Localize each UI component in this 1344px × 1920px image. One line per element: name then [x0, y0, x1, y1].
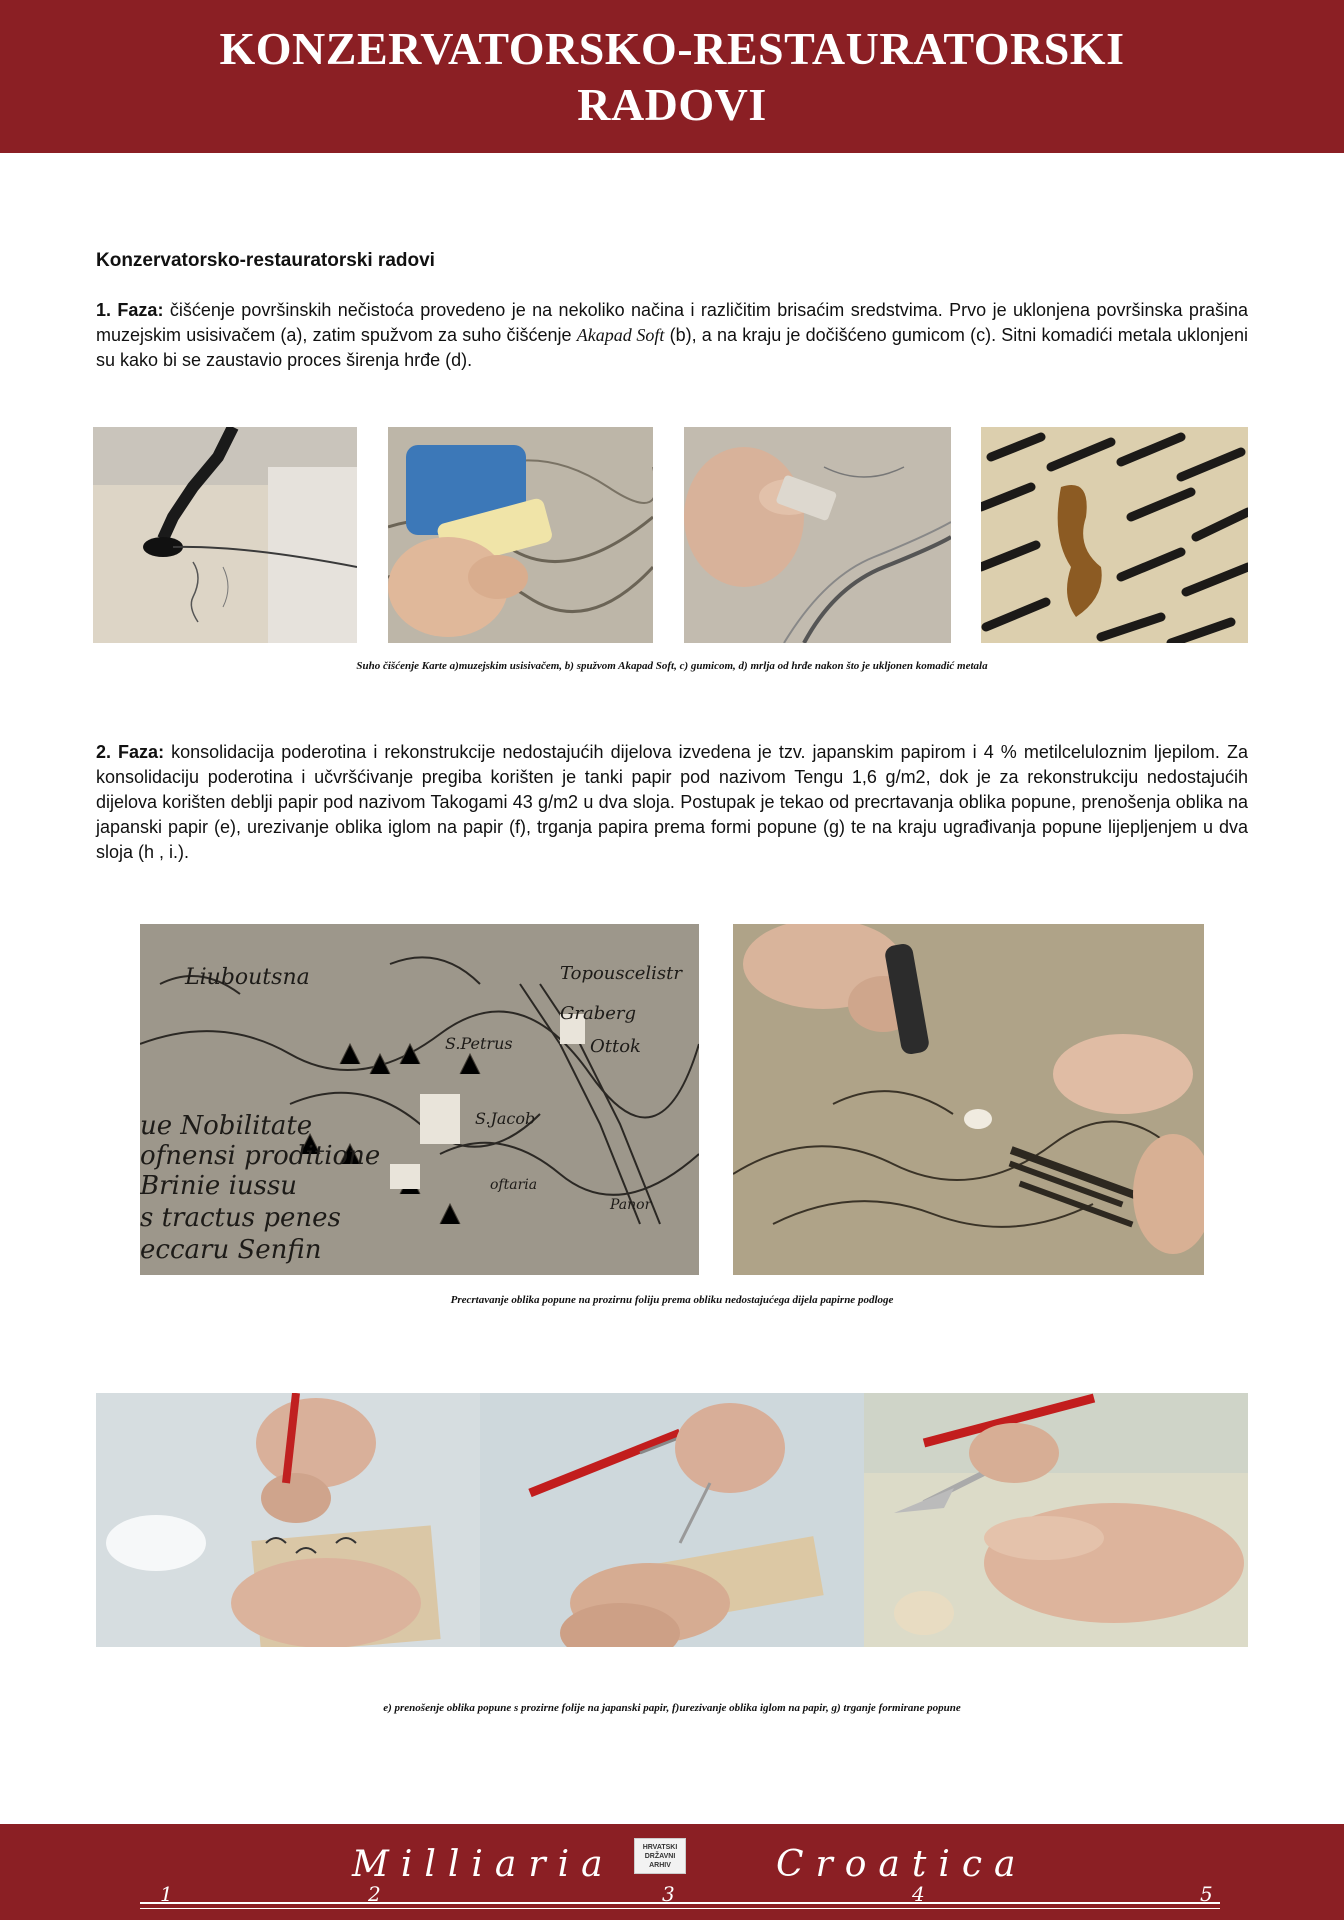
map-label-12: oftaria: [490, 1177, 538, 1193]
map-label-6: S.Jacob: [475, 1109, 536, 1128]
photo-tearing-filling: [864, 1393, 1248, 1647]
caption-row-3: e) prenošenje oblika popune s prozirne folije na japanski papir, f)urezivanje oblika iglom na papir, g) trganje formirane popune: [383, 1702, 961, 1714]
scale-number-4: 4: [912, 1882, 925, 1906]
logo-line-3: ARHIV: [649, 1861, 671, 1869]
caption-row-2: Precrtavanje oblika popune na prozirnu foliju prema obliku nedostajućega dijela papirne podloge: [450, 1294, 894, 1306]
map-label-5: Ottok: [590, 1036, 641, 1057]
footer-word-milliaria: Milliaria: [352, 1844, 615, 1885]
scale-number-1: 1: [160, 1882, 173, 1906]
map-label-7: ue Nobilitate: [140, 1111, 313, 1141]
phase-2-label: 2. Faza:: [96, 742, 165, 762]
page-footer: [0, 1824, 1344, 1920]
photo-rust-stain: [981, 427, 1248, 643]
map-label-2: Topouscelistr: [560, 963, 682, 984]
page-header: [0, 0, 1344, 153]
logo-line-1: HRVATSKI: [642, 1843, 678, 1851]
scale-number-2: 2: [368, 1882, 381, 1906]
scale-number-5: 5: [1200, 1882, 1213, 1906]
map-label-9: Brinie iussu: [140, 1171, 298, 1201]
photo-sponge-cleaning: [388, 427, 653, 643]
phase-2-paragraph: [96, 740, 1248, 865]
phase-1-paragraph: [96, 298, 1248, 373]
map-label-8: ofnensi proditione: [140, 1141, 381, 1171]
phase-1-label: 1. Faza:: [96, 300, 164, 320]
section-title: Konzervatorsko-restauratorski radovi: [96, 250, 435, 271]
mile-scale-bar: [140, 1902, 1220, 1909]
photo-map-detail: [140, 924, 699, 1275]
phase-1-text-b: (b), a na kraju je dočišćeno gumicom (c). Sitni komadići metala uklonjeni su kako bi se zaustavio proces širenja hrđe (d).: [96, 325, 1248, 370]
footer-word-croatica: Croatica: [776, 1844, 1028, 1885]
photo-vacuum-cleaning: [93, 427, 357, 643]
page-title-line-2: RADOVI: [577, 78, 767, 130]
map-label-1: Liuboutsna: [185, 965, 310, 990]
map-label-10: s tractus penes: [140, 1203, 341, 1233]
photo-incising-with-needle: [480, 1393, 864, 1647]
map-label-3: Graberg: [560, 1003, 637, 1024]
photo-transfer-to-japanese-paper: [96, 1393, 480, 1647]
phase-1-text-a: čišćenje površinskih nečistoća provedeno je na nekoliko načina i različitim brisaćim sredstvima. Prvo je uklonjena površinska prašina muzejskim usisivačem (a), zatim spužvom za suho čišćenje: [96, 300, 1248, 345]
logo-line-2: DRŽAVNI: [644, 1852, 676, 1860]
photo-tracing-on-foil: [733, 924, 1204, 1275]
caption-row-1: Suho čišćenje Karte a)muzejskim usisivačem, b) spužvom Akapad Soft, c) gumicom, d) mrlja od hrđe nakon što je ukljonen komadić metala: [356, 660, 988, 672]
page-title-line-1: KONZERVATORSKO-RESTAURATORSKI: [219, 22, 1125, 74]
archive-logo: [634, 1838, 686, 1874]
map-label-13: Panor: [610, 1197, 652, 1213]
scale-number-3: 3: [662, 1882, 675, 1906]
phase-2-text: konsolidacija poderotina i rekonstrukcije nedostajućih dijelova izvedena je tzv. japanskim papirom i 4 % metilceluloznim ljepilom. Za konsolidaciju poderotina i učvršćivanje pregiba korišten je tanki papir pod nazivom Tengu 1,6 g/m2, dok je za rekonstrukciju nedostajućih dijelova korišten deblji papir pod nazivom Takogami 43 g/m2 u dva sloja. Postupak je tekao od precrtavanja oblika popune, prenošenja oblika na japanski papir (e), urezivanje oblika iglom na papir (f), trganja papira prema formi popune (g) te na kraju ugrađivanja popune lijepljenjem u dva sloja (h , i.).: [96, 742, 1248, 862]
photo-eraser-cleaning: [684, 427, 951, 643]
phase-1-product: Akapad Soft: [576, 325, 665, 345]
map-label-4: S.Petrus: [445, 1034, 513, 1053]
map-label-11: eccaru Senfin: [140, 1235, 322, 1265]
